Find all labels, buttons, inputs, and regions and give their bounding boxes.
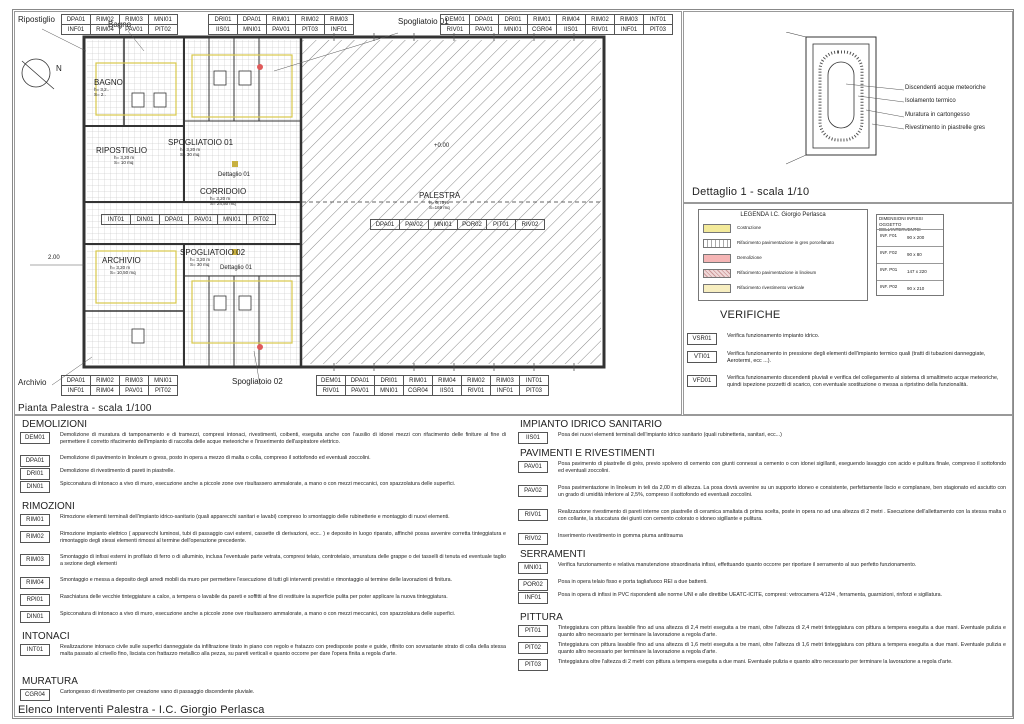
code-cell: PIT02 [149, 386, 178, 396]
level-mark: +0.00 [434, 143, 450, 149]
intervento-code: RIV01 [518, 509, 548, 521]
section-heading: SERRAMENTI [520, 549, 586, 560]
intervento-text: Spicconatura di intonaco a vivo di muro, esecuzione anche a piccole zone ove risultassero ammalorate, a mano o con mezzi meccanici, con spazzolatura delle superfici. [60, 481, 456, 487]
intervento-code: DEM01 [20, 432, 50, 444]
code-cell: PIT02 [247, 215, 276, 225]
dimension-label: 2.00 [48, 255, 60, 261]
verifica-text: Verifica funzionamento discendenti pluviali e verifica del collegamento al sistema di smaltimeto acque meteoriche, quindi ispezione pozzetti di scarico, con eventuale sostituzione o messa a ripristino della funzionalità. [727, 375, 999, 388]
code-cell: DPA01 [470, 15, 499, 25]
code-table-corridoio [101, 214, 276, 225]
code-cell: IIS01 [557, 25, 586, 35]
code-cell: DRI01 [375, 376, 404, 386]
code-cell: RIM03 [120, 15, 149, 25]
code-row [62, 15, 178, 25]
intervento-code: CGR04 [20, 689, 50, 701]
code-cell: RIM03 [615, 15, 644, 25]
intervento-text: Demolizione di rivestimento di pareti in piastrelle. [60, 468, 175, 474]
intervento-text: Posa pavimento di piastrelle di grès, previo spolvero di cemento con giunti connessi a cemento o con idonei sigillanti, eseguendo lavaggio con acido e pulitura finale, compreso il sottofondo ed eventuali zoccolini. [558, 461, 1006, 474]
code-cell: RIM01 [404, 376, 433, 386]
legend-box [698, 209, 868, 301]
intervento-text: Posa in opera di infissi in PVC rispondenti alle norme UNI e alle direttibe UEATC-ICITE, compresi: vetrocamera 4/12/4 , ferramenta, guarnizioni, rinforzi e sigillatura. [558, 592, 943, 598]
room-spogliatoio-02 [180, 248, 245, 267]
code-cell: MNI01 [238, 25, 267, 35]
detail-ref-lower: Dettaglio 01 [220, 265, 253, 271]
intervento-code: RIM04 [20, 577, 50, 589]
detail-label-3: Rivestimento in piastrelle gres [905, 125, 986, 131]
room-archivio [102, 256, 141, 275]
legend-title: LEGENDA I.C. Giorgio Perlasca [740, 212, 826, 218]
room-archivio-h: h= 3,20 m [110, 265, 131, 270]
room-bagno-h: h= 3,2.. [94, 87, 110, 92]
code-cell: DRI01 [499, 15, 528, 25]
code-cell: INF01 [62, 386, 91, 396]
legend-item [703, 238, 865, 253]
room-ripostiglio-name: RIPOSTIGLIO [96, 146, 148, 155]
code-cell: DIN01 [131, 215, 160, 225]
legend-label: Rifacimento rivestimento verticale [737, 285, 805, 290]
code-cell: MNI01 [218, 215, 247, 225]
code-table-top-middle [208, 14, 354, 35]
code-cell: MNI01 [149, 15, 178, 25]
code-cell: PAV01 [120, 386, 149, 396]
intervento-code: DIN01 [20, 611, 50, 623]
room-spogl01-h: h= 3,20 m [180, 147, 201, 152]
code-cell: INT01 [102, 215, 131, 225]
code-cell: DPA01 [238, 15, 267, 25]
verifiche-title: VERIFICHE [720, 309, 781, 321]
code-cell: MNI01 [499, 25, 528, 35]
room-spogl02-s: S= 30 mq [190, 262, 210, 267]
code-cell: IIS01 [209, 25, 238, 35]
code-cell: PIT01 [487, 220, 516, 230]
code-cell: DEM01 [317, 376, 346, 386]
legend-items [703, 223, 865, 298]
code-cell: INF01 [62, 25, 91, 35]
section-heading: MURATURA [22, 676, 78, 687]
intervento-text: Inserimento rivestimento in gomma piuma antitrauma [558, 533, 683, 539]
code-cell: RIM01 [267, 15, 296, 25]
intervento-text: Realizzazione intonaco civile sulle superfici danneggiate da infiltrazione tirato in piano con regolo e fratazzo con predisposte poste e guide, rifinito con sovrastante strato di colla della stessa malta passato al crivello fino, lisciata con frattazzo metallico alla pezza, su pareti verticali e quanto occorre per dare l'opera finita a regola d'arte. [60, 644, 506, 657]
label-spogliatoio-02: Spogliatoio 02 [232, 377, 283, 386]
intervento-code: RIV02 [518, 533, 548, 545]
infissi-row [877, 263, 943, 280]
code-cell: PIT03 [296, 25, 325, 35]
code-row [371, 220, 545, 230]
code-cell: RIM03 [120, 376, 149, 386]
infissi-size: 147 x 220 [907, 269, 927, 274]
code-cell: DPA01 [62, 15, 91, 25]
code-cell: RIM02 [296, 15, 325, 25]
room-palestra-name: PALESTRA [419, 191, 461, 200]
code-cell: RIM04 [433, 376, 462, 386]
code-row [62, 386, 178, 396]
room-spogl02-name: SPOGLIATOIO 02 [180, 248, 246, 257]
room-corridoio-h: h= 3,20 m [210, 196, 231, 201]
code-cell: PIT03 [644, 25, 673, 35]
code-cell: PAV01 [120, 25, 149, 35]
legend-item [703, 283, 865, 298]
detail-label-0: Discendenti acque meteoriche [905, 85, 986, 91]
infissi-list [877, 229, 943, 297]
code-table-bottom-left [61, 375, 178, 396]
room-bagno [94, 78, 123, 97]
code-cell: INT01 [520, 376, 549, 386]
intervento-code: RIM01 [20, 514, 50, 526]
code-cell: RIV01 [462, 386, 491, 396]
legend-label: Costruzione [737, 225, 762, 230]
room-palestra-s: S=169 mq [429, 205, 450, 210]
code-cell: DEM01 [441, 15, 470, 25]
code-row [102, 215, 276, 225]
code-row [317, 376, 549, 386]
room-ripostiglio-s: S= 10 mq [114, 160, 134, 165]
legend-swatch [703, 254, 731, 263]
legend-label: Rifacimento pavimentazione in gres porcellanato [737, 240, 835, 245]
code-row [441, 25, 673, 35]
intervento-text: Cartongesso di rivestimento per creazione vano di passaggio discendente pluviale. [60, 689, 255, 695]
infissi-title: DIMENSIONI INFISSI OGGETTO DELL'INTERVENTO: [879, 216, 923, 232]
section-heading: IMPIANTO IDRICO SANITARIO [520, 419, 662, 430]
code-cell: RIM04 [91, 386, 120, 396]
intervento-text: Raschiatura delle vecchie tinteggiature a calce, a tempera o lavabile da pareti e soffitti al fine di restituire la superficie pulita per poter applicare la nuova tinteggiatura. [60, 594, 448, 600]
code-cell: PAV02 [400, 220, 429, 230]
legend-swatch [703, 239, 731, 248]
label-bagno: Bagno [108, 20, 132, 29]
code-cell: POR02 [458, 220, 487, 230]
infissi-size: 90 x 210 [907, 286, 925, 291]
code-cell: MNI01 [429, 220, 458, 230]
room-spogliatoio-01 [168, 138, 233, 157]
room-archivio-s: S= 10,50 mq [110, 270, 136, 275]
infissi-code: INF. F02 [880, 250, 898, 255]
intervento-code: DRI01 [20, 468, 50, 480]
code-row [441, 15, 673, 25]
section-heading: PITTURA [520, 612, 563, 623]
elenco-title: Elenco Interventi Palestra - I.C. Giorgio Perlasca [18, 704, 265, 716]
code-cell: PIT03 [520, 386, 549, 396]
code-cell: RIM02 [462, 376, 491, 386]
intervento-code: DIN01 [20, 481, 50, 493]
code-cell: RIM02 [586, 15, 615, 25]
intervento-code: RIM03 [20, 554, 50, 566]
verifica-code: VTI01 [687, 351, 717, 363]
code-cell: DPA01 [62, 376, 91, 386]
intervento-code: PIT03 [518, 659, 548, 671]
room-corridoio-s: S= 24,50 mq [210, 201, 236, 206]
intervento-text: Posa in opera telaio fisso e porta tagliafuoco REI a due battenti. [558, 579, 708, 585]
section-heading: RIMOZIONI [22, 501, 75, 512]
code-cell: PAV01 [470, 25, 499, 35]
code-cell: INF01 [615, 25, 644, 35]
code-cell: DPA01 [371, 220, 400, 230]
code-cell: RIM03 [325, 15, 354, 25]
code-cell: RIM03 [491, 376, 520, 386]
intervento-code: PIT01 [518, 625, 548, 637]
legend-label: Demolizione [737, 255, 762, 260]
verifica-text: Verifica funzionamento in pressione degli elementi dell'impianto termico quali (tratti di tubazioni danneggiate, Aerotermi, ecc ...). [727, 351, 986, 364]
code-cell: MNI01 [375, 386, 404, 396]
code-cell: RIV01 [317, 386, 346, 396]
intervento-text: Demolizione di pavimento in linoleum o gress, posto in opera a mezzo di malta o colla, compreso il sottofondo ed eventuali zoccolini. [60, 455, 371, 461]
floor-plan-drawing [14, 11, 682, 415]
intervento-code: IIS01 [518, 432, 548, 444]
code-cell: CGR04 [528, 25, 557, 35]
infissi-row [877, 229, 943, 246]
infissi-box [876, 214, 944, 296]
intervento-text: Tinteggiatura con pittura lavabile fino ad una altezza di 1,6 metri eseguita a tre mani, oltre l'altezza di 1,6 metri tinteggiatura con pittura a tempera eseguita a due mani. Eventuale pulizia e quanto altro necessario per terminare la lavorazione a regola d'arte. [558, 642, 1006, 655]
code-cell: INF01 [491, 386, 520, 396]
code-cell: RIM04 [557, 15, 586, 25]
intervento-code: INT01 [20, 644, 50, 656]
infissi-size: 90 x 200 [907, 235, 925, 240]
room-archivio-name: ARCHIVIO [102, 256, 141, 265]
code-cell: RIM04 [91, 25, 120, 35]
code-cell: PAV01 [346, 386, 375, 396]
detail-title: Dettaglio 1 - scala 1/10 [692, 186, 810, 198]
infissi-row [877, 280, 943, 297]
code-row [209, 25, 354, 35]
intervento-text: Smontaggio e messa a deposito degli arredi mobili da muro per permettere l'esecuzione di tutti gli interventi previsti e rimontaggio al termine delle lavorazioni di finitura. [60, 577, 453, 583]
code-cell: PIT02 [149, 25, 178, 35]
code-cell: RIV01 [441, 25, 470, 35]
code-table-top-right [440, 14, 673, 35]
code-cell: INT01 [644, 15, 673, 25]
detail-label-1: Isolamento termico [905, 98, 956, 104]
intervento-text: Rimozione elementi terminali dell'impianto idrico-sanitario (quali apparecchi sanitari e lavabi) compreso lo smontaggio delle rubinetterie e montaggio di nuovi elementi. [60, 514, 450, 520]
intervento-text: Realizzazione rivestimento di pareti interne con piastrelle di ceramica smaltata di prima scelta, poste in opera no ad una altezza di 2 metri . Esecuzione dell'allettamento con la stessa malta o con collante, la stuccatura dei giunti con cemento colorato o idoneo sigillante e pulitura. [558, 509, 1006, 522]
code-cell: DRI01 [209, 15, 238, 25]
room-spogl02-h: h= 3,20 m [190, 257, 211, 262]
section-heading: PAVIMENTI E RIVESTIMENTI [520, 448, 655, 459]
legend-label: Rifacimento pavimentazione in linoleum [737, 270, 817, 275]
intervento-text: Tinteggiatura oltre l'altezza di 2 metri con pittura a tempera eseguita a due mani. Eventuale pulizia e quanto altro necessario per terminare la lavorazione a regola d'arte. [558, 659, 953, 665]
intervento-code: PAV01 [518, 461, 548, 473]
code-cell: RIV01 [586, 25, 615, 35]
room-bagno-name: BAGNO [94, 78, 123, 87]
room-ripostiglio [96, 146, 147, 165]
verifica-text: Verifica funzionamento impianto idrico. [727, 333, 820, 339]
infissi-code: INF. P01 [880, 267, 898, 272]
code-cell: RIM02 [91, 376, 120, 386]
code-cell: PAV01 [267, 25, 296, 35]
elenco-right-column [518, 419, 1010, 701]
intervento-code: DPA01 [20, 455, 50, 467]
infissi-size: 90 x 80 [907, 252, 922, 257]
legend-item [703, 268, 865, 283]
intervento-code: INF01 [518, 592, 548, 604]
code-cell: CGR04 [404, 386, 433, 396]
legend-swatch [703, 224, 731, 233]
intervento-text: Tinteggiatura con pittura lavabile fino ad una altezza di 2,4 metri eseguita a tre mani, oltre l'altezza di 2,4 metri tinteggiatura con pittura a tempera eseguita a due mani. Eventuale pulizia e quanto altro necessario per terminare la lavorazione a regola d'arte. [558, 625, 1006, 638]
code-row [209, 15, 354, 25]
intervento-text: Smontaggio di infissi esterni in profilato di ferro o di alluminio, inclusa l'eventuale parte vetrata, compresi telaio, controtelaio, smuratura delle grappe o dei tasselli di tenuta ed eventuale taglio a sezione degli elementi [60, 554, 506, 567]
intervento-code: PIT02 [518, 642, 548, 654]
elenco-left-column [20, 419, 510, 701]
code-cell: PAV01 [189, 215, 218, 225]
intervento-code: PAV02 [518, 485, 548, 497]
room-spogl01-s: S= 30 mq [180, 152, 200, 157]
label-archivio: Archivio [18, 378, 47, 387]
label-spogliatoio-01: Spogliatoio 01 [398, 17, 449, 26]
infissi-code: INF. P02 [880, 284, 898, 289]
intervento-code: POR02 [518, 579, 548, 591]
intervento-text: Verifica funzionamento e relativa manutenzione straordinaria infissi, effettuando quanto occorre per riportare il serramento al suo perfetto funzionamento. [558, 562, 917, 568]
detail-ref-upper: Dettaglio 01 [218, 172, 251, 178]
legend-item [703, 223, 865, 238]
legend-swatch [703, 269, 731, 278]
code-cell: MNI01 [149, 376, 178, 386]
code-table-palestra [370, 219, 545, 230]
intervento-code: RIM02 [20, 531, 50, 543]
detail-label-2: Muratura in cartongesso [905, 112, 970, 118]
code-table-top-left [61, 14, 178, 35]
code-cell: DPA01 [160, 215, 189, 225]
code-cell: DPA01 [346, 376, 375, 386]
code-table-bottom-right [316, 375, 549, 396]
code-row [62, 376, 178, 386]
code-cell: RIM02 [91, 15, 120, 25]
room-corridoio [200, 187, 246, 206]
infissi-row [877, 246, 943, 263]
code-cell: RIV02 [516, 220, 545, 230]
legend-item [703, 253, 865, 268]
code-cell: INF01 [325, 25, 354, 35]
intervento-text: Spicconatura di intonaco a vivo di muro, esecuzione anche a piccole zone ove risultassero ammalorate, a mano o con mezzi meccanici, con spazzolatura delle superfici. [60, 611, 456, 617]
code-row [317, 386, 549, 396]
code-row [62, 25, 178, 35]
intervento-code: MNI01 [518, 562, 548, 574]
intervento-text: Rimozione impianto elettrico ( apparecchi luminosi, tubi di passaggio cavi esterni, cassette di derivazioni, ecc.. ) e deposito in luogo riparato, affinché possa avvenire corretta tinteggiatura e rimontaggio degli stessi elementi rimossi al termine dell'operazione precedente. [60, 531, 506, 544]
north-indicator: N [56, 64, 62, 73]
room-palestra-h: h= 6,70 m [429, 200, 450, 205]
room-palestra [419, 191, 460, 210]
legend-swatch [703, 284, 731, 293]
code-cell: RIM01 [528, 15, 557, 25]
verifica-code: VFD01 [687, 375, 717, 387]
intervento-code: RPI01 [20, 594, 50, 606]
intervento-text: Posa pavimentazione in linoleum in teli da 2,00 m di altezza. La posa dovrà avvenire su un supporto idoneo e consistente, perfettamente liscio e complanare, ben stagionato ed asciutto con un grado di umidità inferiore al 2,5%, compreso il sottofondo ed eventuali zoccolini. [558, 485, 1006, 498]
room-spogl01-name: SPOGLIATOIO 01 [168, 138, 234, 147]
room-corridoio-name: CORRIDOIO [200, 187, 247, 196]
intervento-text: Posa dei nuovi elementi terminali dell'impianto idrico sanitario (quali rubinetteria, sanitari, ecc...) [558, 432, 782, 438]
code-cell: IIS01 [433, 386, 462, 396]
label-ripostiglio: Ripostiglio [18, 15, 55, 24]
verifica-code: VSR01 [687, 333, 717, 345]
section-heading: DEMOLIZIONI [22, 419, 88, 430]
room-ripostiglio-h: h= 3,20 m [114, 155, 135, 160]
intervento-text: Demolizione di muratura di tamponamento e di tramezzi, compresi intonaci, rivestimenti, coibenti, eseguita anche con l'ausilio di idonei mezzi con rifacimento delle finiture al fine di permettere il corretto rifacimento dell'impianto di raccolta delle acque meteoriche e l'inserimento dell'aspiratore elettrico. [60, 432, 506, 445]
room-bagno-s: S= 2.. [94, 92, 106, 97]
detail-drawing [786, 32, 1016, 182]
infissi-code: INF. F01 [880, 233, 898, 238]
section-heading: INTONACI [22, 631, 70, 642]
plan-title: Pianta Palestra - scala 1/100 [18, 403, 152, 414]
